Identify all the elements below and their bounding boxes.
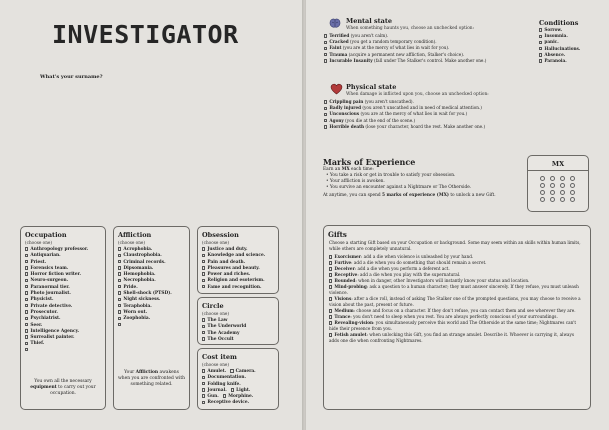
- checkbox[interactable]: [324, 100, 327, 103]
- condition-item-label: Sorrow.: [544, 27, 563, 32]
- mental-state-desc: (you aren't calm).: [349, 33, 389, 38]
- gift-term: Deceiver: [334, 266, 355, 271]
- gift-desc: : when unlocking this Gift, you find an strange amulet. Describe it. Whoever is carrying it, always adds one die when confronting Nightmares.: [329, 332, 575, 343]
- checkbox[interactable]: [25, 348, 28, 351]
- cost-item-list: [202, 369, 274, 407]
- checkbox[interactable]: [25, 317, 28, 320]
- mental-state-list: [324, 33, 534, 64]
- mx-circle[interactable]: [550, 197, 555, 202]
- occupation-footer: [25, 379, 101, 397]
- checkbox[interactable]: [202, 401, 205, 404]
- gift-desc: : you don't need to sleep when you rest. You are always perfectly conscious of your surroundings.: [350, 314, 558, 319]
- cost-item-box: [197, 348, 279, 410]
- checkbox[interactable]: [25, 298, 28, 301]
- obsession-item[interactable]: [202, 285, 274, 291]
- checkbox[interactable]: [118, 279, 121, 282]
- marks-bullet-text: You survive an encounter against a Nightmare or The Otherside.: [329, 185, 472, 191]
- mental-state-term: Terrified: [329, 33, 350, 38]
- affliction-item-label: Dipsomania.: [123, 265, 154, 271]
- checkbox[interactable]: [25, 266, 28, 269]
- obsession-box: [197, 226, 279, 294]
- mx-circle[interactable]: [560, 183, 565, 188]
- checkbox[interactable]: [202, 247, 205, 250]
- checkbox[interactable]: [329, 333, 332, 336]
- mx-circle[interactable]: [540, 190, 545, 195]
- occupation-footer-pre: You own all the necessary: [34, 379, 92, 384]
- checkbox[interactable]: [324, 47, 327, 50]
- mental-state-item[interactable]: [324, 58, 534, 64]
- checkbox[interactable]: [329, 309, 332, 312]
- checkbox[interactable]: [118, 291, 121, 294]
- condition-item-label: Paranoia.: [544, 58, 567, 64]
- checkbox[interactable]: [539, 47, 542, 50]
- cost-item-heading: Cost item: [202, 353, 237, 361]
- obsession-item-label: Justice and duty.: [207, 247, 248, 252]
- checkbox[interactable]: [25, 342, 28, 345]
- cost-item-label: Documentation.: [207, 375, 246, 381]
- gift-desc: : after a dice roll, instead of asking The Stalker one of the prompted questions, you may choose to receive a vision about the past, present or future.: [329, 296, 581, 307]
- checkbox[interactable]: [118, 317, 121, 320]
- physical-state-desc: (you aren't unscathed and in need of medical attention.): [361, 105, 482, 111]
- affliction-item-label: Worn out.: [123, 309, 148, 315]
- affliction-item-label: Claustrophobia.: [123, 253, 162, 259]
- occupation-footer-bold: equipment: [30, 385, 57, 390]
- obsession-subheading: (choose one): [202, 240, 230, 245]
- occupation-list: [25, 247, 101, 354]
- gift-desc: : when in danger, other Investigators will instantly know your status and location.: [355, 278, 530, 283]
- checkbox[interactable]: [539, 41, 542, 44]
- occupation-item-label: Horror fiction writer.: [30, 272, 81, 278]
- circle-heading: Circle: [202, 302, 224, 310]
- checkbox[interactable]: [329, 273, 332, 276]
- marks-bullet-text: You take a risk or get in trouble to satisfy your obsession.: [329, 173, 456, 178]
- condition-item-label: Insomnia.: [544, 33, 568, 39]
- mx-circle[interactable]: [570, 176, 575, 181]
- mx-circle[interactable]: [570, 183, 575, 188]
- mx-circle[interactable]: [570, 190, 575, 195]
- mx-circle[interactable]: [550, 183, 555, 188]
- circle-item[interactable]: [202, 337, 274, 343]
- surname-prompt: What's your surname?: [40, 74, 103, 80]
- checkbox[interactable]: [118, 310, 121, 313]
- heart-icon: [330, 83, 343, 95]
- affliction-item-label: Teraphobia.: [123, 303, 152, 309]
- checkbox[interactable]: [329, 297, 332, 300]
- cost-item-row: [202, 400, 274, 406]
- checkbox[interactable]: [324, 59, 327, 62]
- circle-list: [202, 318, 274, 343]
- checkbox[interactable]: [202, 266, 205, 269]
- physical-state-term: Horrible death: [329, 123, 365, 129]
- cost-item-label: Folding knife.: [207, 381, 241, 387]
- mental-state-desc: (you get a random temporary condition).: [348, 39, 437, 45]
- marks-intro-bold: MX: [341, 167, 350, 172]
- bullet-icon: •: [326, 185, 330, 191]
- obsession-item-label: Knowledge and science.: [207, 253, 266, 259]
- checkbox[interactable]: [25, 310, 28, 313]
- checkbox[interactable]: [25, 247, 28, 250]
- gifts-intro: Choose a starting Gift based on your Occupation or background. Some may seem within an skills within human limits, while others are completely unnatural.: [329, 240, 581, 251]
- checkbox[interactable]: [539, 59, 542, 62]
- physical-state-term: Agony: [329, 117, 344, 123]
- checkbox[interactable]: [118, 260, 121, 263]
- gift-term: Visions: [334, 296, 352, 301]
- affliction-heading: Affliction: [118, 231, 152, 239]
- mental-state-term: Incurable Insanity: [329, 57, 373, 63]
- right-page: [306, 0, 609, 430]
- checkbox[interactable]: [202, 331, 205, 334]
- cost-item-label: Gun.: [207, 394, 219, 400]
- occupation-item-label: Thief.: [30, 341, 45, 347]
- physical-state-desc: (lose your character, hoard the rest. Make another one.): [364, 123, 486, 129]
- condition-item-label: panic.: [544, 39, 559, 45]
- checkbox[interactable]: [329, 321, 332, 324]
- marks-intro-pre: Earn an: [323, 167, 342, 172]
- affliction-subheading: (choose one): [118, 240, 146, 245]
- physical-state-desc: (you aren't unscathed).: [363, 99, 414, 104]
- physical-state-term: Unconscious: [329, 111, 360, 117]
- occupation-subheading: (choose one): [25, 240, 53, 245]
- occupation-item-label: Psychiatrist.: [30, 316, 61, 322]
- checkbox[interactable]: [223, 394, 226, 397]
- circle-item-label: The Occult: [207, 336, 234, 342]
- marks-spend-post: to unlock a new Gift.: [448, 193, 496, 198]
- mental-state-term: Faint: [329, 45, 342, 51]
- affliction-item[interactable]: [118, 323, 185, 329]
- checkbox[interactable]: [202, 337, 205, 340]
- occupation-heading: Occupation: [25, 231, 67, 239]
- checkbox[interactable]: [324, 107, 327, 110]
- cost-item-label: Light.: [236, 387, 251, 393]
- mx-checkbox-grid: [528, 176, 588, 202]
- mx-circle[interactable]: [570, 197, 575, 202]
- affliction-item-label: Acrophobia.: [123, 247, 153, 252]
- mental-state-subheading: When something haunts you, choose an unchecked option:: [346, 26, 475, 31]
- gift-desc: : add a die when violence is unleashed by your hand.: [360, 254, 474, 259]
- checkbox[interactable]: [324, 113, 327, 116]
- mx-circle[interactable]: [550, 190, 555, 195]
- gift-item[interactable]: [329, 332, 585, 344]
- occupation-item-label: Physicist.: [30, 297, 54, 303]
- checkbox[interactable]: [118, 266, 121, 269]
- affliction-item-label: Zoophobia.: [123, 316, 151, 322]
- cost-item-label: Morphine.: [228, 394, 254, 400]
- checkbox[interactable]: [202, 279, 205, 282]
- affliction-list: [118, 247, 185, 329]
- gift-term: Bounded: [334, 278, 356, 283]
- marks-spend-pre: At anytime, you can spend: [323, 193, 382, 198]
- mx-label: MX: [551, 160, 565, 168]
- mental-state-desc: (you are at the mercy of what lies in wait for you).: [341, 45, 450, 51]
- checkbox[interactable]: [118, 304, 121, 307]
- gift-item[interactable]: [329, 296, 585, 308]
- cost-item-label: Journal.: [207, 387, 227, 393]
- checkbox[interactable]: [329, 279, 332, 282]
- occupation-item-label: Priest.: [30, 259, 47, 265]
- checkbox[interactable]: [202, 254, 205, 257]
- gift-desc: : add a die when you play with the supernatural.: [357, 272, 461, 277]
- checkbox[interactable]: [539, 28, 542, 31]
- occupation-item-label: Seer.: [30, 322, 43, 328]
- obsession-list: [202, 247, 274, 291]
- condition-item[interactable]: [539, 58, 604, 64]
- checkbox[interactable]: [231, 388, 234, 391]
- physical-state-item[interactable]: [324, 124, 584, 130]
- gift-term: Fetish amulet: [334, 332, 367, 337]
- brain-icon: [328, 17, 342, 29]
- checkbox[interactable]: [202, 376, 205, 379]
- affliction-item-label: Pride.: [123, 284, 138, 290]
- condition-item-label: Hallucinations.: [544, 45, 581, 51]
- mx-circle[interactable]: [550, 176, 555, 181]
- checkbox[interactable]: [230, 369, 233, 372]
- obsession-item-label: Fame and recognition.: [207, 284, 262, 290]
- gift-term: Medium: [334, 308, 354, 313]
- occupation-item-label: Paranormal tier.: [30, 284, 70, 290]
- obsession-item-label: Power and riches.: [207, 272, 251, 278]
- affliction-footer-post: awakens when you are confronted with something related.: [118, 370, 185, 387]
- gift-term: Receptive: [334, 272, 358, 277]
- bullet-icon: •: [326, 173, 330, 178]
- physical-state-list: [324, 99, 584, 130]
- bullet-icon: •: [326, 179, 330, 185]
- checkbox[interactable]: [324, 34, 327, 37]
- sheet-title: INVESTIGATOR: [52, 20, 239, 49]
- mx-circle[interactable]: [540, 197, 545, 202]
- checkbox[interactable]: [118, 323, 121, 326]
- mental-state-desc: (acquire a permanent new affliction, Stalker's choice).: [347, 51, 465, 57]
- occupation-item-label: Prosecutor.: [30, 309, 58, 315]
- mx-divider: [528, 170, 588, 171]
- occupation-item-label: Intelligence Agency.: [30, 328, 80, 334]
- checkbox[interactable]: [25, 260, 28, 263]
- checkbox[interactable]: [329, 261, 332, 264]
- checkbox[interactable]: [25, 254, 28, 257]
- checkbox[interactable]: [202, 285, 205, 288]
- affliction-item-label: Criminal records.: [123, 259, 166, 265]
- cost-item-label: Camera.: [235, 369, 256, 374]
- checkbox[interactable]: [25, 279, 28, 282]
- checkbox[interactable]: [25, 285, 28, 288]
- gift-term: Furtive: [334, 260, 352, 265]
- checkbox[interactable]: [329, 315, 332, 318]
- cost-item-label: Amulet.: [207, 369, 227, 374]
- circle-item-label: The Law: [207, 318, 228, 323]
- checkbox[interactable]: [202, 388, 205, 391]
- occupation-item-label: Antiquarian.: [30, 253, 61, 259]
- marks-spend: [323, 193, 518, 199]
- occupation-item-label: Neuro-surgeon.: [30, 278, 69, 284]
- physical-state-heading: Physical state: [346, 83, 397, 91]
- gift-term: Revealing-vision: [334, 320, 374, 325]
- checkbox[interactable]: [25, 291, 28, 294]
- physical-state-term: Crippling pain: [329, 99, 364, 104]
- gift-term: Trance: [334, 314, 351, 319]
- checkbox[interactable]: [324, 119, 327, 122]
- affliction-item-label: Night sickness.: [123, 297, 161, 303]
- left-page: [0, 0, 303, 430]
- checkbox[interactable]: [539, 35, 542, 38]
- physical-state-desc: (you die at the end of the scene.): [343, 117, 416, 123]
- marks-heading: Marks of Experience: [323, 157, 416, 167]
- conditions-heading: Conditions: [539, 19, 579, 27]
- physical-state-desc: (you are at the mercy of what lies in wait for you.): [359, 111, 468, 117]
- condition-item-label: Absence.: [544, 51, 566, 57]
- circle-subheading: (choose one): [202, 311, 230, 316]
- cost-item-subheading: (choose one): [202, 362, 230, 367]
- checkbox[interactable]: [118, 272, 121, 275]
- marks-bullet-text: Your affliction is awoken.: [329, 179, 385, 185]
- occupation-footer-post: to carry out your occupation.: [50, 385, 96, 396]
- occupation-item-label: Anthropology professor.: [30, 247, 89, 252]
- checkbox[interactable]: [118, 285, 121, 288]
- obsession-heading: Obsession: [202, 231, 239, 239]
- obsession-item-label: Pleasures and beauty.: [207, 265, 260, 271]
- gift-desc: : you simultaneously perceive this world and The Otherside at the same time; Nightmares can't hide their presence from you.: [329, 320, 577, 331]
- mental-state-term: Trauma: [329, 51, 348, 57]
- obsession-item-label: Pain and death.: [207, 259, 246, 265]
- checkbox[interactable]: [329, 285, 332, 288]
- checkbox[interactable]: [25, 272, 28, 275]
- gifts-list: [329, 254, 585, 344]
- circle-box: [197, 297, 279, 345]
- checkbox[interactable]: [202, 325, 205, 328]
- cost-item-label: Receptive device.: [207, 400, 250, 406]
- occupation-box: [20, 226, 106, 410]
- occupation-item-label: Forensics team.: [30, 265, 69, 271]
- affliction-item-label: Shell-shock (PTSD).: [123, 291, 172, 297]
- checkbox[interactable]: [324, 125, 327, 128]
- mx-circle[interactable]: [540, 183, 545, 188]
- circle-item-label: The Academy: [207, 330, 240, 336]
- checkbox[interactable]: [202, 318, 205, 321]
- occupation-item-label: Private detective.: [30, 303, 73, 309]
- gift-desc: : choose and focus on a character. If they don't refuse, you can contact them and see wherever they are.: [353, 308, 576, 313]
- checkbox[interactable]: [25, 335, 28, 338]
- mental-state-heading: Mental state: [346, 17, 393, 25]
- gift-item[interactable]: [329, 320, 585, 332]
- marks-spend-bold: 5 marks of experience (MX): [381, 193, 449, 198]
- checkbox[interactable]: [329, 255, 332, 258]
- checkbox[interactable]: [25, 304, 28, 307]
- mx-circle[interactable]: [560, 176, 565, 181]
- affliction-footer-bold: Affliction: [135, 370, 159, 375]
- obsession-item-label: Religion and esoterism.: [207, 278, 265, 284]
- mx-circle[interactable]: [560, 190, 565, 195]
- affliction-footer-pre: Your: [124, 370, 136, 375]
- occupation-item-label: Photo journalist.: [30, 291, 71, 297]
- occupation-item[interactable]: [25, 348, 101, 354]
- affliction-item-label: Hemophobia.: [123, 272, 156, 278]
- mental-state-desc: (fall under The Stalker's control. Make another one.): [372, 57, 487, 63]
- gift-item[interactable]: [329, 284, 585, 296]
- gift-desc: : add a die when you perform a deferent act.: [354, 266, 450, 271]
- affliction-item-label: Necrophobia.: [123, 278, 156, 284]
- marks-bullet: [326, 185, 521, 191]
- gifts-heading: Gifts: [328, 230, 347, 239]
- checkbox[interactable]: [202, 394, 205, 397]
- conditions-list: [539, 27, 604, 64]
- checkbox[interactable]: [202, 272, 205, 275]
- checkbox[interactable]: [25, 329, 28, 332]
- gift-term: Mind-probing: [334, 284, 367, 289]
- occupation-item-label: Surrealist painter.: [30, 335, 75, 341]
- checkbox[interactable]: [202, 382, 205, 385]
- checkbox[interactable]: [118, 298, 121, 301]
- gift-term: Exorcismer: [334, 254, 361, 259]
- checkbox[interactable]: [329, 267, 332, 270]
- physical-state-term: Badly injured: [329, 105, 362, 111]
- gift-desc: : ask a question to a human character; they must answer sincerely. If they refuse, you must unleash violence.: [329, 284, 579, 295]
- marks-intro-post: each time:: [349, 167, 374, 172]
- checkbox[interactable]: [25, 323, 28, 326]
- mental-state-term: Cracked: [329, 39, 349, 45]
- circle-item-label: The Underworld: [207, 324, 247, 330]
- mx-circle[interactable]: [540, 176, 545, 181]
- physical-state-subheading: When damage is inflicted upon you, choose an unchecked option:: [346, 92, 489, 97]
- checkbox[interactable]: [202, 260, 205, 263]
- checkbox[interactable]: [324, 53, 327, 56]
- gifts-box: [323, 225, 591, 410]
- affliction-footer: [118, 370, 185, 388]
- checkbox[interactable]: [118, 254, 121, 257]
- marks-bullets: [326, 173, 521, 192]
- checkbox[interactable]: [324, 41, 327, 44]
- mx-circle[interactable]: [560, 197, 565, 202]
- checkbox[interactable]: [539, 53, 542, 56]
- affliction-box: [113, 226, 190, 410]
- checkbox[interactable]: [202, 369, 205, 372]
- checkbox[interactable]: [118, 247, 121, 250]
- mx-tracker: [527, 155, 589, 212]
- gift-desc: : add a die when you do something that should remain a secret.: [351, 260, 487, 265]
